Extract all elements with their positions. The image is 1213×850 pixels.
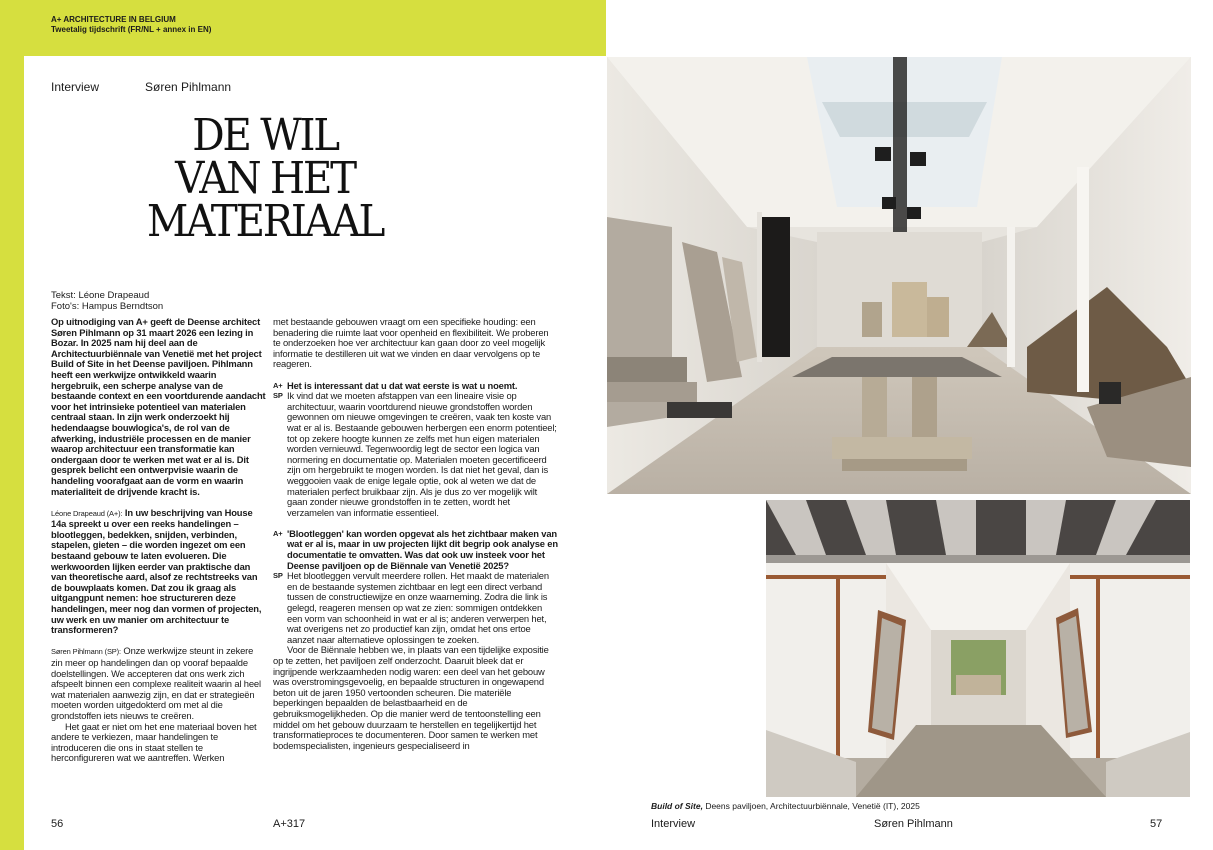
column-1 <box>51 317 266 764</box>
page-number-right: 57 <box>1150 818 1163 830</box>
question-3 <box>273 529 558 571</box>
answer-3 <box>273 571 558 645</box>
answer-text: Het blootleggen vervult meerdere rollen. Het maakt de materialen en de bestaande systemen zichtbaar en legt een direct verband tussen de constructiewijze en onze waarneming. Zodra die link is gelegd, reageren mensen op wat ze zien: sommigen ontdekken een vorm van schoonheid in wat er al is; anderen verwerpen het, wat overigens net zo productief kan zijn, omdat het ons ertoe aanzet naar alternatieve oplossingen te zoeken. <box>287 570 549 645</box>
speaker-label: Léone Drapeaud (A+): <box>51 508 123 518</box>
question-text: 'Blootleggen' kan worden opgevat als het zichtbaar maken van wat er al is, maar in uw projecten lijkt dit begrip ook analyse en documentatie te omvatten. Was dat ook uw insteek voor het Deense paviljoen op de Biënnale van Venetië 2025? <box>287 527 558 571</box>
title-line: MATERIAAL <box>146 196 384 247</box>
pavilion-interior-photo <box>607 57 1191 494</box>
caption-text: Deens paviljoen, Architectuurbiënnale, Venetië (IT), 2025 <box>702 801 920 811</box>
masthead <box>51 15 211 35</box>
column-2 <box>273 317 558 751</box>
footer-name: Søren Pihlmann <box>874 818 953 830</box>
speaker-tag: SP <box>273 571 283 581</box>
title-line: VAN HET <box>175 153 355 204</box>
running-head-name: Søren Pihlmann <box>145 80 232 94</box>
speaker-label: Søren Pihlmann (SP): <box>51 647 121 657</box>
masthead-subtitle: Tweetalig tijdschrift (FR/NL + annex in EN) <box>51 25 212 34</box>
speaker-tag: A+ <box>273 528 283 538</box>
running-head-section: Interview <box>51 80 100 94</box>
masthead-title: A+ ARCHITECTURE IN BELGIUM <box>51 15 176 24</box>
photo-caption <box>651 801 920 811</box>
credit-text: Tekst: Léone Drapeaud <box>51 290 150 301</box>
answer-1 <box>51 646 266 721</box>
answer-text: Ik vind dat we moeten afstappen van een lineaire visie op architectuur, waarin voortdurend nieuwe grondstoffen worden gewonnen om nieuwe omgevingen te creëren, vaak ten koste van wat er al is. Bestaande gebouwen herbergen een enorm potentieel; tot op zekere hoogte kunnen ze zelfs met hun eigen materialen worden vernieuwd. Tegenwoordig legt de sector een logica van normering en documentatie op. Materialen moeten gecertificeerd zijn om hergebruikt te mogen worden. Is dat niet het geval, dan is weggooien vaak de enige legale optie, ook al weten we dat de materialen perfect bruikbaar zijn. Als je dus zo ver mogelijk wilt gaan zonder nieuwe grondstoffen in te zetten, wordt het verzamelen van informatie essentieel. <box>287 390 557 518</box>
page-number-left: 56 <box>51 818 64 830</box>
question-1 <box>51 508 266 636</box>
answer-2 <box>273 391 558 518</box>
caption-title: Build of Site, <box>651 801 703 811</box>
article-title <box>141 110 389 247</box>
magazine-issue: A+317 <box>273 818 306 830</box>
answer-text: Onze werkwijze steunt in zekere zin meer op handelingen dan op vooraf bepaalde doelstellingen. We accepteren dat ons werk zich afspeelt binnen een complexe realiteit waarin al heel wat materialen aanwezig zijn, en dat er strategieën moeten worden uitgedokterd om met al die grondstoffen iets nieuws te creëren. <box>51 645 261 721</box>
footer-section: Interview <box>651 818 696 830</box>
lead-paragraph: Op uitnodiging van A+ geeft de Deense architect Søren Pihlmann op 31 maart 2026 een lezing in Bozar. In 2025 nam hij deel aan de Architectuurbiënnale van Venetië met het project Build of Site in het Deense paviljoen. Pihlmann heeft een werkwijze ontwikkeld waarin hergebruik, een scherpe analyse van de bestaande context en een voortdurende aandacht voor het intrinsieke potentieel van materialen centraal staan. In zijn werk onderzoekt hij hedendaagse bouwlogica's, de rol van de afwerking, industriële processen en de manier waarop architectuur een transformatie kan ondergaan door te werken met wat er al is. Dit gesprek belicht een ontwerpvisie waarin de handeling voorafgaat aan de vorm en waarin materialiteit de drijvende kracht is. <box>51 316 266 497</box>
credits <box>51 290 163 312</box>
question-text: Het is interessant dat u dat wat eerste is wat u noemt. <box>287 379 518 391</box>
answer-1-end: met bestaande gebouwen vraagt om een specifieke houding: een benadering die ruimte laat voor openheid en flexibiliteit. We proberen te onderzoeken hoe ver architectuur kan gaan door zo veel mogelijk informatie te destilleren uit wat we vinden en daar vervolgens op te reageren. <box>273 316 549 370</box>
credit-photos: Foto's: Hampus Berndtson <box>51 301 164 312</box>
pavilion-entrance-illustration <box>766 500 1190 797</box>
answer-3-cont: Voor de Biënnale hebben we, in plaats van een tijdelijke expositie op te zetten, het paviljoen zelf onderzocht. Daaruit bleek dat er ingrijpende werkzaamheden nodig waren: een deel van het gebouw was overstromingsgevoelig, en bepaalde structuren in ongewapend beton uit de jaren 1950 vertoonden scheuren. Die materiële beperkingen bepaalden de belastbaarheid en de gebruiksmogelijkheden. Op die manier werd de tentoonstelling een middel om het gebouw duurzaam te herstellen en tegelijkertijd het transformatieproces te documenteren. Door samen te werken met bodemspecialisten, ingenieurs gespecialiseerd in <box>273 644 549 751</box>
speaker-tag: SP <box>273 391 283 401</box>
question-text: In uw beschrijving van House 14a spreekt u over een reeks handelingen – blootleggen, bedekken, snijden, verbinden, stapelen, gieten – die worden ingezet om een bestaand gebouw te laten evolueren. Die werkwoorden lijken eerder van praktische dan van theoretische aard, alsof ze rechtstreeks van de bouwplaats komen. Dat zou ik graag als uitgangpunt nemen: hoe structureren deze handelingen, meer nog dan vormen of projecten, uw werk en uw manier om architectuur te transformeren? <box>51 506 262 636</box>
title-line: DE WIL <box>192 110 338 161</box>
answer-1-cont: Het gaat er niet om het ene materiaal boven het andere te verkiezen, maar handelingen te introduceren die ons in staat stellen te herconfigureren wat we aantreffen. Werken <box>51 720 257 764</box>
speaker-tag: A+ <box>273 380 283 390</box>
pavilion-interior-illustration <box>607 57 1191 494</box>
pavilion-entrance-photo <box>766 500 1190 797</box>
